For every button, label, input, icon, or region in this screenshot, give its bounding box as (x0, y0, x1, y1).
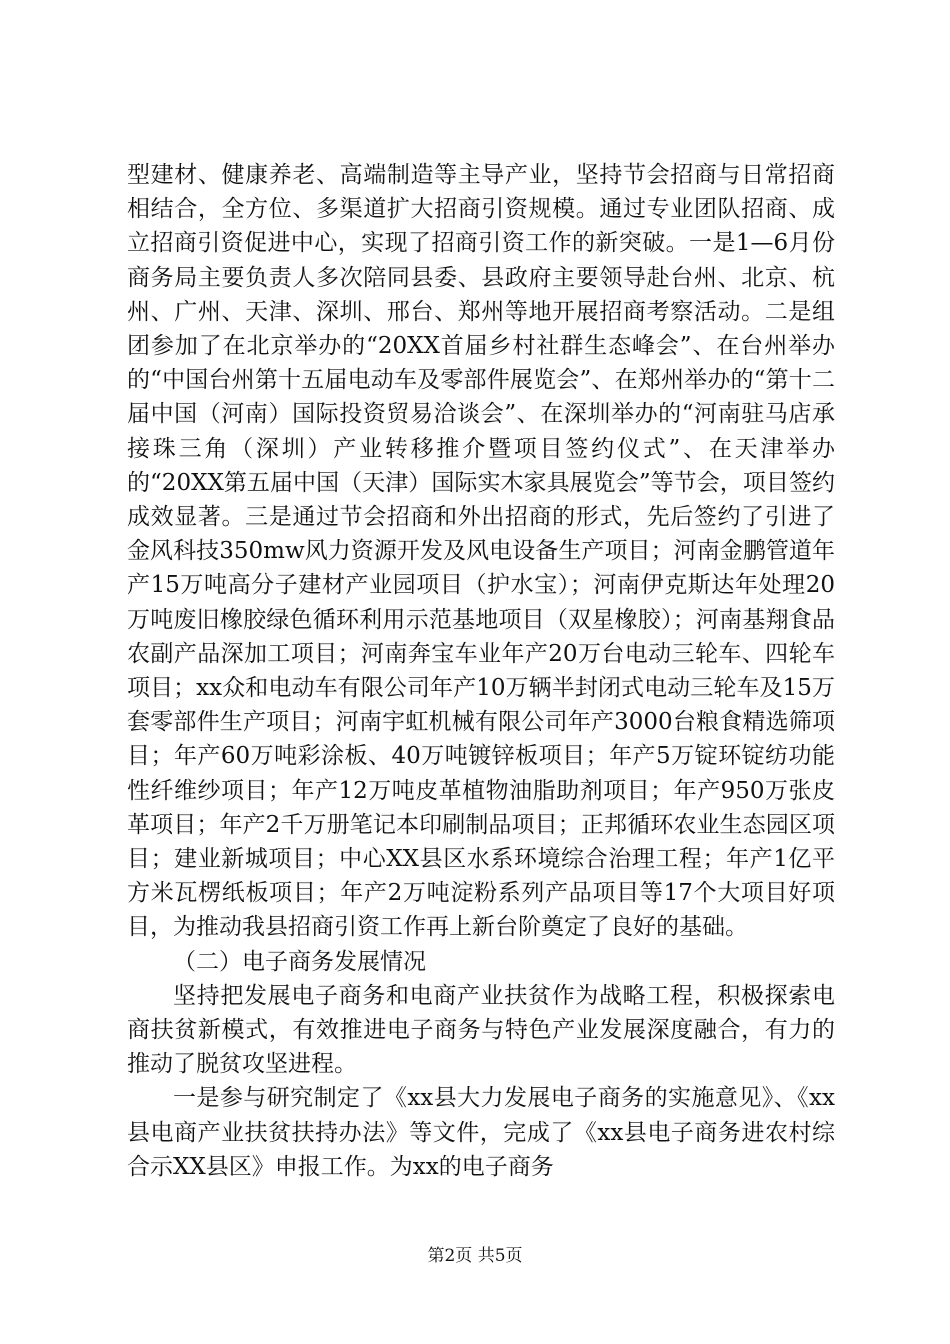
page-number-footer: 第2页 共5页 (427, 1246, 523, 1266)
paragraph-investment-continued: 型建材、健康养老、高端制造等主导产业，坚持节会招商与日常招商相结合，全方位、多渠道扩大招商引资规模。通过专业团队招商、成立招商引资促进中心，实现了招商引资工作的新突破。一是1—6月份商务局主要负责人多次陪同县委、县政府主要领导赴台州、北京、杭州、广州、天津、深圳、邢台、郑州等地开展招商考察活动。二是组团参加了在北京举办的“20XX首届乡村社群生态峰会”、在台州举办的“中国台州第十五届电动车及零部件展览会”、在郑州举办的“第十二届中国（河南）国际投资贸易洽谈会”、在深圳举办的“河南驻马店承接珠三角（深圳）产业转移推介暨项目签约仪式”、在天津举办的“20XX第五届中国（天津）国际实木家具展览会”等节会，项目签约成效显著。三是通过节会招商和外出招商的形式，先后签约了引进了金风科技350mw风力资源开发及风电设备生产项目；河南金鹏管道年产15万吨高分子建材产业园项目（护水宝）；河南伊克斯达年处理20万吨废旧橡胶绿色循环利用示范基地项目（双星橡胶）；河南基翔食品农副产品深加工项目；河南奔宝车业年产20万台电动三轮车、四轮车项目；xx众和电动车有限公司年产10万辆半封闭式电动三轮车及15万套零部件生产项目；河南宇虹机械有限公司年产3000台粮食精选筛项目；年产60万吨彩涂板、40万吨镀锌板项目；年产5万锭环锭纺功能性纤维纱项目；年产12万吨皮革植物油脂助剂项目；年产950万张皮革项目；年产2千万册笔记本印刷制品项目；正邦循环农业生态园区项目；建业新城项目；中心XX县区水系环境综合治理工程；年产1亿平方米瓦楞纸板项目；年产2万吨淀粉系列产品项目等17个大项目好项目，为推动我县招商引资工作再上新台阶奠定了良好的基础。 (127, 162, 835, 941)
paragraph-ecommerce-strategy: 坚持把发展电子商务和电商产业扶贫作为战略工程，积极探索电商扶贫新模式，有效推进电子商务与特色产业发展深度融合，有力的推动了脱贫攻坚进程。 (127, 982, 835, 1078)
document-body (127, 158, 835, 1184)
paragraph-ecommerce-policy: 一是参与研究制定了《xx县大力发展电子商务的实施意见》、《xx县电商产业扶贫扶持办法》等文件，完成了《xx县电子商务进农村综合示XX县区》申报工作。为xx的电子商务 (127, 1085, 835, 1180)
section-heading-ecommerce: （二）电子商务发展情况 (173, 948, 426, 975)
